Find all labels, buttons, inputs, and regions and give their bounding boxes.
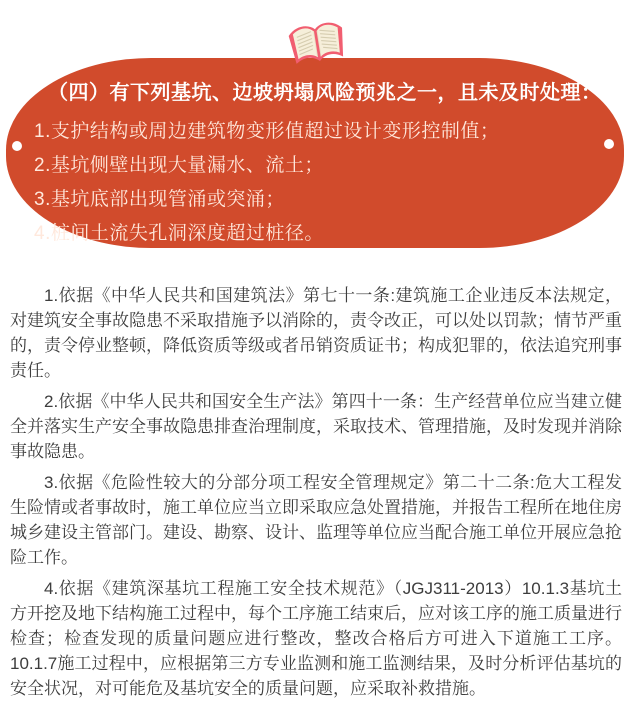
risk-item-2: 2.基坑侧壁出现大量漏水、流土； (34, 155, 324, 176)
open-book-icon (282, 16, 352, 70)
risk-item-4: 4.桩间土流失孔洞深度超过桩径。 (34, 223, 324, 244)
risk-item-1: 1.支护结构或周边建筑物变形值超过设计变形控制值； (34, 121, 500, 142)
risk-item-list (6, 113, 624, 251)
decor-dot-left (12, 141, 22, 151)
risk-warning-card (6, 58, 624, 248)
legal-paragraph-4: 4.依据《建筑深基坑工程施工安全技术规范》（JGJ311-2013）10.1.3基坑土方开挖及地下结构施工过程中，每个工序施工结束后，应对该工序的施工质量进行检查；检查发现的质量问题应进行整改，整改合格后方可进入下道施工工序。10.1.7施工过程中，应根据第三方专业监测和施工监测结果，及时分析评估基坑的安全状况，对可能危及基坑安全的质量问题，应采取补救措施。 (10, 579, 622, 698)
decor-dot-right (604, 139, 614, 149)
risk-item-3: 3.基坑底部出现管涌或突涌； (34, 189, 285, 210)
legal-paragraph-1: 1.依据《中华人民共和国建筑法》第七十一条:建筑施工企业违反本法规定，对建筑安全事故隐患不采取措施予以消除的，责令改正，可以处以罚款；情节严重的，责令停业整顿，降低资质等级或者吊销资质证书；构成犯罪的，依法追究刑事责任。 (10, 286, 622, 380)
section-title: （四）有下列基坑、边坡坍塌风险预兆之一，且未及时处理： (48, 82, 602, 104)
legal-basis-section (10, 283, 622, 707)
legal-paragraph-3: 3.依据《危险性较大的分部分项工程安全管理规定》第二十二条:危大工程发生险情或者事故时，施工单位应当立即采取应急处置措施，并报告工程所在地住房城乡建设主管部门。建设、勘察、设计、监理等单位应当配合施工单位开展应急抢险工作。 (10, 473, 622, 567)
legal-paragraph-2: 2.依据《中华人民共和国安全生产法》第四十一条：生产经营单位应当建立健全并落实生产安全事故隐患排查治理制度，采取技术、管理措施，及时发现并消除事故隐患。 (10, 392, 622, 461)
